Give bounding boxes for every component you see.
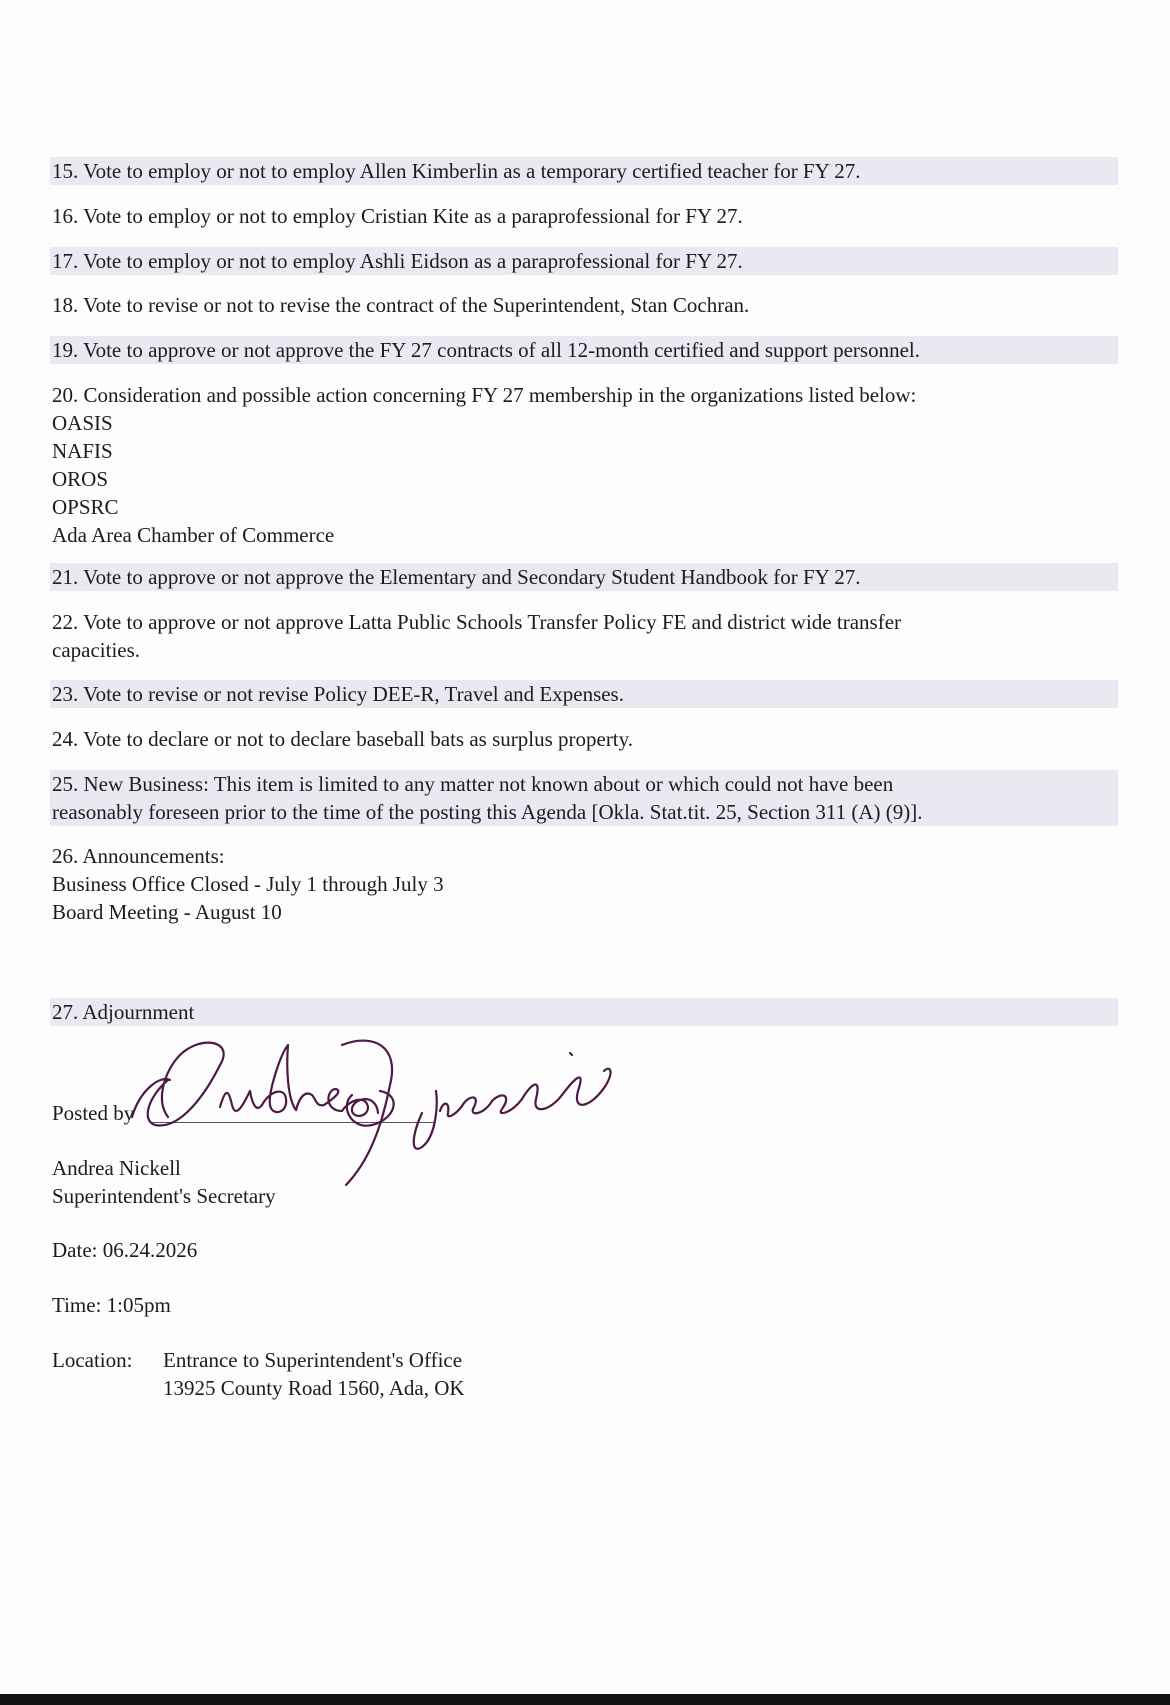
signer-name: Andrea Nickell [52,1156,181,1180]
agenda-item-text: 21. Vote to approve or not approve the Elementary and Secondary Student Handbook for FY 27. [52,565,861,589]
organization-oros: OROS [52,467,109,491]
agenda-item-text: 17. Vote to employ or not to employ Ashli Eidson as a paraprofessional for FY 27. [52,249,743,273]
organization-oasis: OASIS [52,411,113,435]
agenda-item-20 [50,381,1118,549]
agenda-item-25 [50,770,1118,826]
agenda-item-22 [50,608,1118,664]
agenda-item-text: 20. Consideration and possible action concerning FY 27 membership in the organizations listed below: [52,383,917,407]
signature-image [110,995,700,1205]
agenda-item-24 [50,725,1118,753]
agenda-item-text: 15. Vote to employ or not to employ Allen Kimberlin as a temporary certified teacher for FY 27. [52,159,861,183]
organization-opsrc: OPSRC [52,495,119,519]
agenda-item-16 [50,202,1118,230]
agenda-item-text: 25. New Business: This item is limited to any matter not known about or which could not have been [52,772,894,796]
organization-chamber: Ada Area Chamber of Commerce [52,523,335,547]
agenda-item-21 [50,563,1118,591]
agenda-item-text: 27. Adjournment [52,1000,195,1024]
location-line: 13925 County Road 1560, Ada, OK [163,1376,465,1400]
agenda-item-19 [50,336,1118,364]
organization-nafis: NAFIS [52,439,113,463]
agenda-item-text-cont: capacities. [52,638,141,662]
agenda-item-text: 16. Vote to employ or not to employ Cristian Kite as a paraprofessional for FY 27. [52,204,743,228]
agenda-item-text: 24. Vote to declare or not to declare baseball bats as surplus property. [52,727,634,751]
posting-date: Date: 06.24.2026 [52,1238,198,1262]
signer-title: Superintendent's Secretary [52,1184,276,1208]
announcement-line: Board Meeting - August 10 [52,900,282,924]
agenda-item-15 [50,157,1118,185]
agenda-item-text: 23. Vote to revise or not revise Policy DEE-R, Travel and Expenses. [52,682,624,706]
agenda-item-17 [50,247,1118,275]
agenda-item-text: 26. Announcements: [52,844,225,868]
agenda-item-text-cont: reasonably foreseen prior to the time of the posting this Agenda [Okla. Stat.tit. 25, Section 311 (A) (9)]. [52,800,923,824]
location-address [163,1346,465,1402]
agenda-item-text: 19. Vote to approve or not approve the FY 27 contracts of all 12-month certified and support personnel. [52,338,920,362]
announcement-line: Business Office Closed - July 1 through July 3 [52,872,444,896]
location-line: Entrance to Superintendent's Office [163,1348,463,1372]
agenda-item-18 [50,291,1118,319]
agenda-item-text: 18. Vote to revise or not to revise the contract of the Superintendent, Stan Cochran. [52,293,750,317]
agenda-item-23 [50,680,1118,708]
scan-edge [0,1694,1170,1705]
agenda-item-26 [50,842,1118,926]
posting-time: Time: 1:05pm [52,1293,171,1317]
location-label: Location: [52,1348,133,1372]
agenda-item-text: 22. Vote to approve or not approve Latta Public Schools Transfer Policy FE and district wide transfer [52,610,902,634]
posted-by-label: Posted by [52,1101,135,1125]
